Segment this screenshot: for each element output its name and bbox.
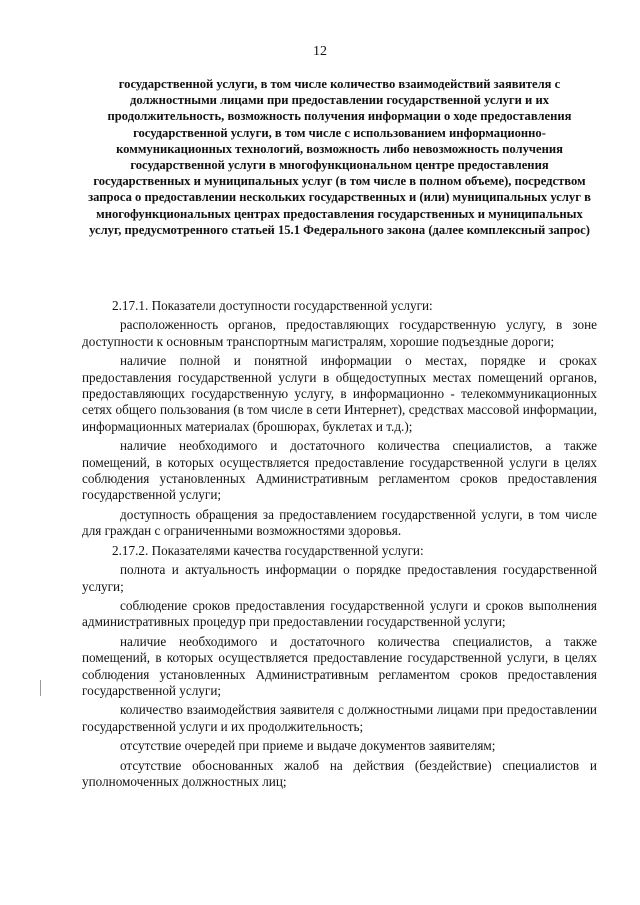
paragraph: полнота и актуальность информации о порядке предоставления государственной услуги; (82, 562, 597, 594)
paragraph: соблюдение сроков предоставления государственной услуги и сроков выполнения административных процедур при предоставлении государственной услуги; (82, 597, 597, 630)
subsection-title-2-17-1: 2.17.1. Показатели доступности государственной услуги: (112, 298, 433, 313)
paragraph: наличие необходимого и достаточного количества специалистов, а также помещений, в которых осуществляется предоставление государственной услуги, в целях соблюдения установленных Административным регламентом сроков предоставления государственной услуги; (82, 633, 597, 698)
paragraph: наличие необходимого и достаточного количества специалистов, а также помещений, в которых осуществляется предоставление государственной услуги в целях соблюдения установленных Административным регламентом сроков предоставления государственной услуги; (82, 438, 597, 503)
paragraph: наличие полной и понятной информации о местах, порядке и сроках предоставления государственной услуги в общедоступных местах помещений органов, предоставляющих государственную услугу, в информационно - телекоммуникационных сетях общего пользования (в том числе в сети Интернет), средствах массовой информации, информационных материалах (брошюрах, буклетах и т.д.); (82, 353, 597, 434)
page-number: 12 (313, 44, 327, 59)
document-body (82, 298, 597, 793)
margin-mark (40, 680, 41, 696)
paragraph: количество взаимодействия заявителя с должностными лицами при предоставлении государственной услуги и их продолжительность; (82, 702, 597, 734)
section-heading: государственной услуги, в том числе количество взаимодействий заявителя с должностными лицами при предоставлении государственной услуги и их продолжительность, возможность получения информации о ходе предоставления государственной услуги, в том числе с использованием информационно-коммуникационных технологий, возможность либо невозможность получения государственной услуги в многофункциональном центре предоставления государственных и муниципальных услуг (в том числе в полном объеме), посредством запроса о предоставлении нескольких государственных и (или) муниципальных услуг в многофункциональных центрах предоставления государственных и муниципальных услуг, предусмотренного статьей 15.1 Федерального закона (далее комплексный запрос) (88, 77, 591, 237)
paragraph: расположенность органов, предоставляющих государственную услугу, в зоне доступности к основным транспортным магистралям, хорошие подъездные дороги; (82, 317, 597, 349)
subsection-title-2-17-2: 2.17.2. Показателями качества государственной услуги: (112, 542, 424, 558)
paragraph: отсутствие очередей при приеме и выдаче документов заявителям; (120, 738, 496, 754)
paragraph: доступность обращения за предоставлением государственной услуги, в том числе для граждан с ограниченными возможностями здоровья. (82, 506, 597, 539)
paragraph: отсутствие обоснованных жалоб на действия (бездействие) специалистов и уполномоченных должностных лиц; (82, 757, 597, 789)
